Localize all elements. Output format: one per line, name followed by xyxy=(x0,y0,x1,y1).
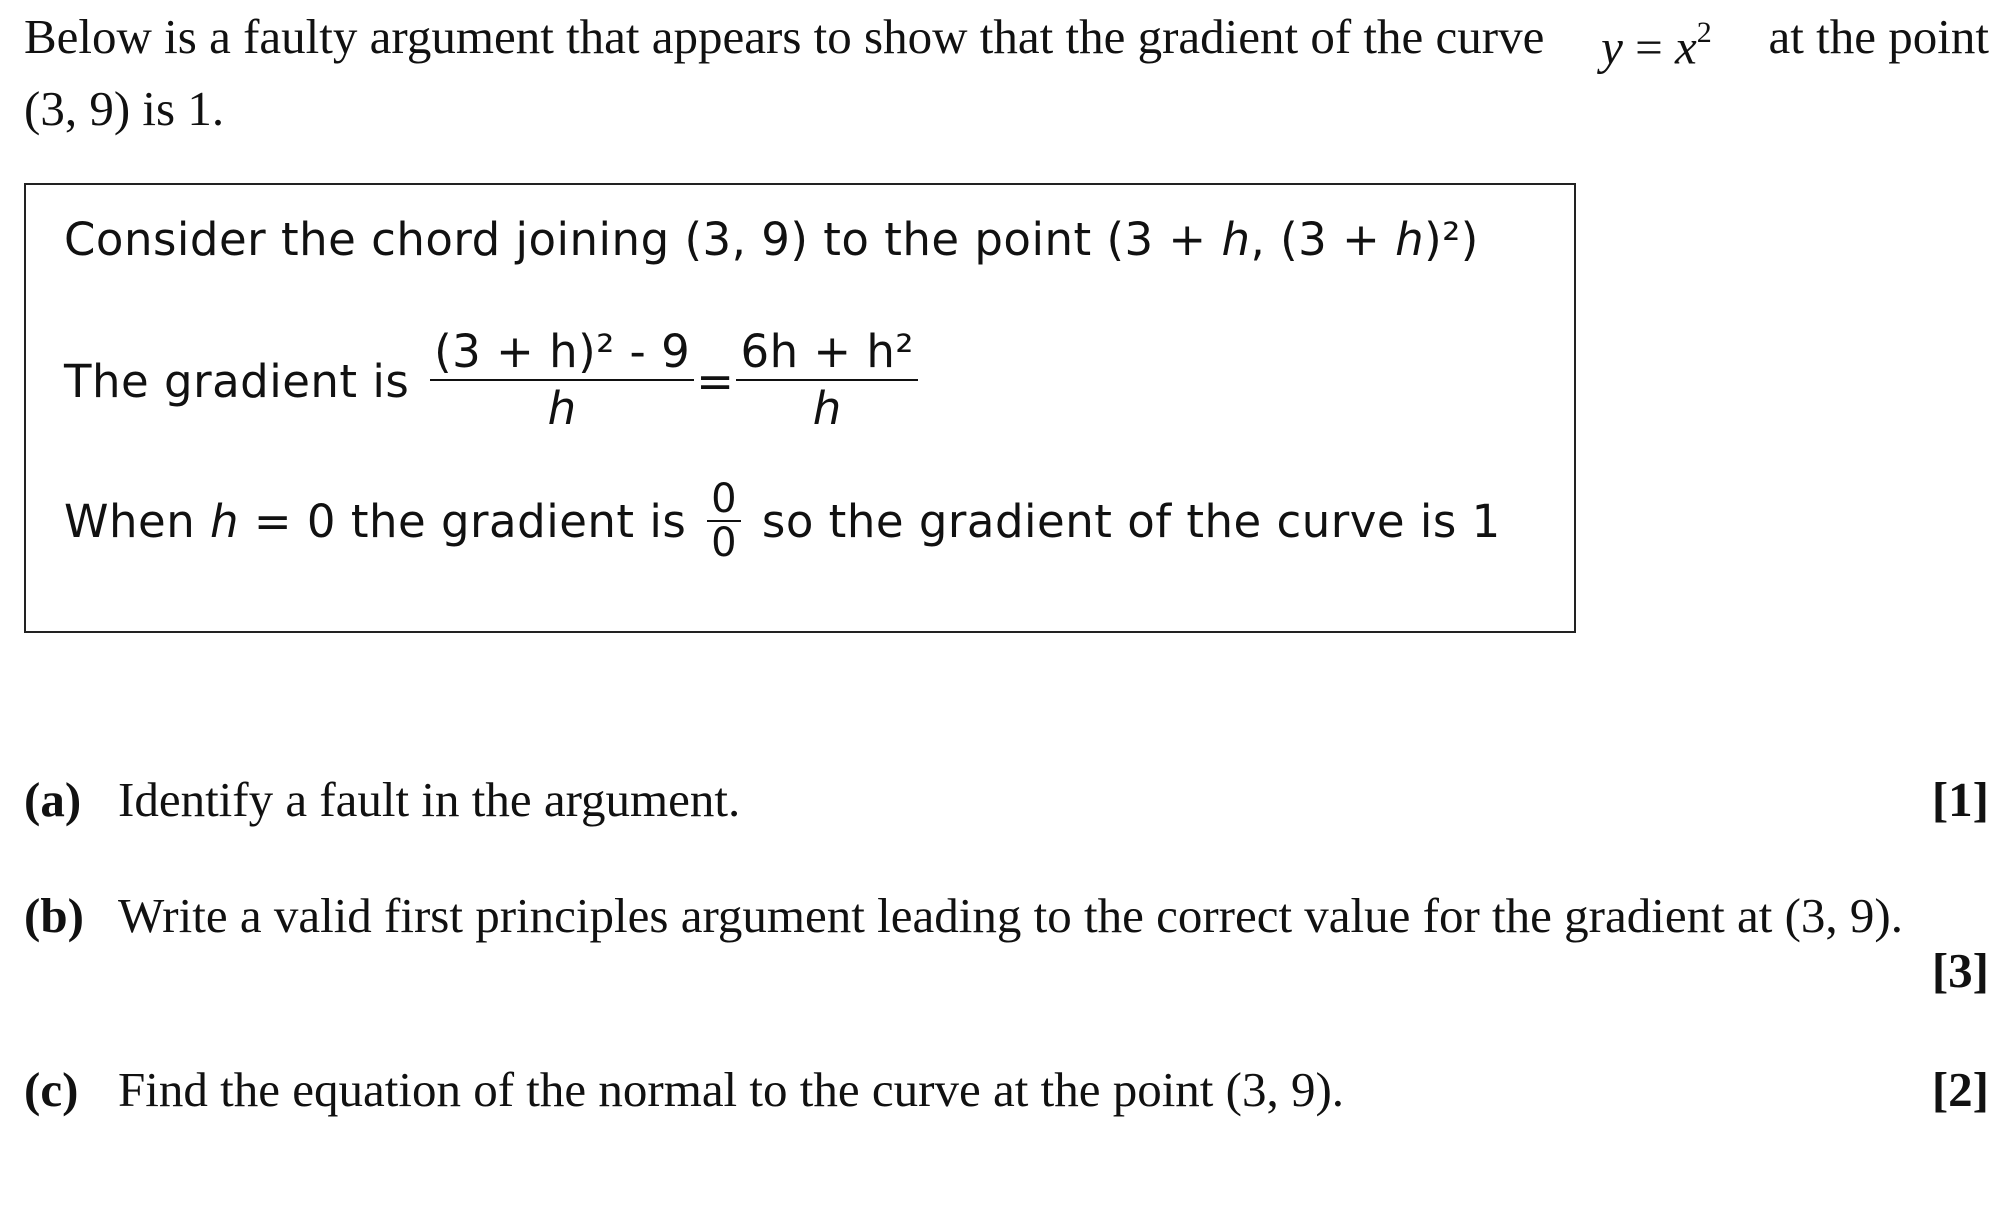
gradient-equals: = xyxy=(696,354,735,408)
part-c xyxy=(24,1060,1989,1120)
part-b xyxy=(24,886,1989,946)
gradient-fraction-2 xyxy=(736,325,918,437)
gradient-fraction-1 xyxy=(430,325,694,437)
part-a-text: Identify a fault in the argument. xyxy=(118,772,741,827)
part-b-letter: (b) xyxy=(24,888,84,943)
part-c-marks: [2] xyxy=(1931,1062,1989,1117)
argument-line-gradient xyxy=(64,325,918,437)
chord-h-1: h xyxy=(1221,213,1251,266)
argument-line-conclusion xyxy=(64,478,1501,564)
conclusion-mid: = 0 the gradient is xyxy=(253,494,687,548)
faulty-argument-box xyxy=(24,183,1576,633)
fraction-1-numerator: (3 + h)² - 9 xyxy=(430,325,694,381)
part-a-marks: [1] xyxy=(1931,772,1989,827)
chord-prefix: Consider the chord joining (3, 9) to the point (3 xyxy=(64,213,1154,266)
curve-equation xyxy=(1601,6,1712,78)
chord-plus-2: + xyxy=(1327,213,1396,266)
fraction-2-denominator: h xyxy=(812,382,842,435)
fraction-2-numerator: 6h + h² xyxy=(736,325,918,381)
intro-text: Below is a faulty argument that appears to show that the gradient of the curve xyxy=(24,9,1545,64)
question-intro xyxy=(24,6,1989,140)
part-c-letter: (c) xyxy=(24,1062,79,1117)
intro-line-2: (3, 9) is 1. xyxy=(24,81,225,137)
argument-line-chord xyxy=(64,213,1479,266)
chord-h-2: h xyxy=(1395,213,1425,266)
gradient-prefix: The gradient is xyxy=(64,354,410,408)
equation-equals: = xyxy=(1622,19,1676,75)
conclusion-suffix: so the gradient of the curve is 1 xyxy=(761,494,1501,548)
part-b-text: Write a valid first principles argument leading to the correct value for the gradient at (3, 9). xyxy=(118,888,1903,943)
part-c-text: Find the equation of the normal to the curve at the point (3, 9). xyxy=(118,1062,1345,1117)
equation-power: 2 xyxy=(1696,16,1712,49)
conclusion-prefix: When xyxy=(64,494,196,548)
zero-denominator: 0 xyxy=(711,520,738,566)
conclusion-h: h xyxy=(210,494,240,548)
chord-suffix: )²) xyxy=(1424,213,1479,266)
zero-numerator: 0 xyxy=(707,478,741,522)
zero-over-zero-fraction xyxy=(707,478,741,564)
equation-lhs: y xyxy=(1601,19,1623,75)
part-a xyxy=(24,770,1989,830)
part-b-marks: [3] xyxy=(1931,943,1989,998)
fraction-1-denominator: h xyxy=(547,382,577,435)
part-a-letter: (a) xyxy=(24,772,82,827)
chord-plus-1: + xyxy=(1153,213,1222,266)
equation-rhs: x xyxy=(1675,19,1697,75)
intro-line-1 xyxy=(24,6,1989,78)
intro-line-1-end: at the point xyxy=(1768,9,1989,64)
chord-mid: , (3 xyxy=(1250,213,1328,266)
